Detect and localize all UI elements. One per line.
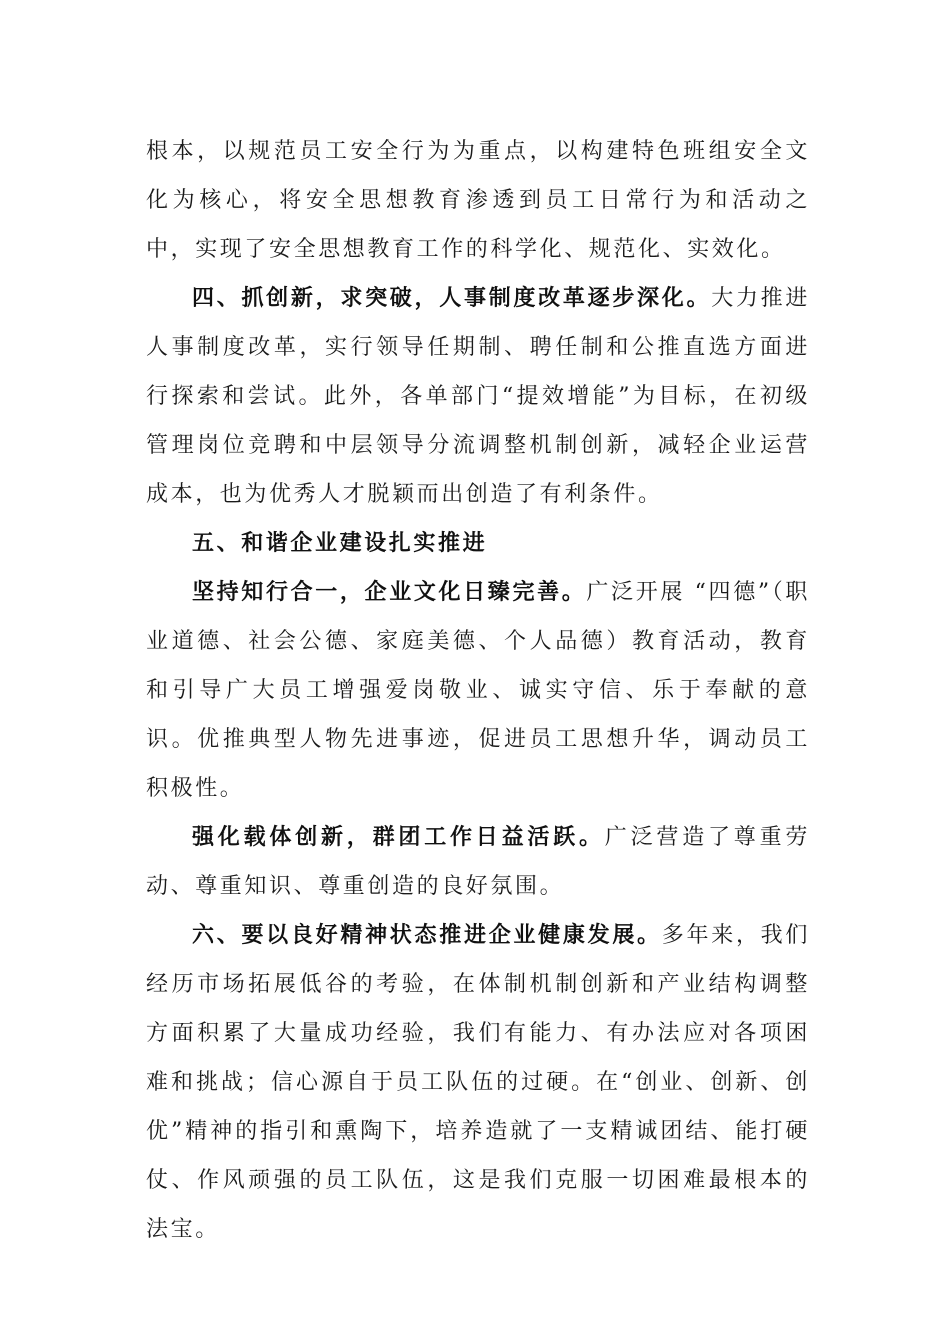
paragraph-text: 多年来，我们经历市场拓展低谷的考验，在体制机制创新和产业结构调整方面积累了大量成功经验，我们有能力、有办法应对各项困难和挑战；信心源自于员工队伍的过硬。在“创业、创新、创优”精神的指引和熏陶下，培养造就了一支精诚团结、能打硬仗、作风顽强的员工队伍，这是我们克服一切困难最根本的法宝。: [146, 923, 810, 1242]
paragraph-safety-education: [146, 127, 810, 274]
paragraph-lead-heading: 四、抓创新，求突破，人事制度改革逐步深化。: [192, 285, 712, 311]
document-body: [146, 127, 810, 1254]
paragraph-text: 根本，以规范员工安全行为为重点，以构建特色班组安全文化为核心，将安全思想教育渗透到员工日常行为和活动之中，实现了安全思想教育工作的科学化、规范化、实效化。: [146, 139, 810, 262]
paragraph-personnel-reform: [146, 274, 810, 519]
paragraph-lead-heading: 六、要以良好精神状态推进企业健康发展。: [192, 922, 662, 948]
paragraph-text: 广泛营造了尊重劳动、尊重知识、尊重创造的良好氛围。: [146, 825, 810, 899]
paragraph-healthy-development: [146, 911, 810, 1254]
paragraph-text: 广泛开展 “四德”（职业道德、社会公德、家庭美德、个人品德）教育活动，教育和引导广大员工增强爱岗敬业、诚实守信、乐于奉献的意识。优推典型人物先进事迹，促进员工思想升华，调动员工积极性。: [146, 580, 810, 801]
section-heading-harmonious-enterprise: [146, 519, 810, 568]
paragraph-lead-heading: 强化载体创新，群团工作日益活跃。: [192, 824, 605, 850]
paragraph-lead-heading: 坚持知行合一，企业文化日臻完善。: [192, 579, 587, 605]
paragraph-mass-organizations: [146, 813, 810, 911]
paragraph-corporate-culture: [146, 568, 810, 813]
paragraph-text: 大力推进人事制度改革，实行领导任期制、聘任制和公推直选方面进行探索和尝试。此外，各单部门“提效增能”为目标，在初级管理岗位竞聘和中层领导分流调整机制创新，减轻企业运营成本，也为优秀人才脱颖而出创造了有利条件。: [146, 286, 810, 507]
section-heading-text: 五、和谐企业建设扎实推进: [192, 530, 488, 556]
